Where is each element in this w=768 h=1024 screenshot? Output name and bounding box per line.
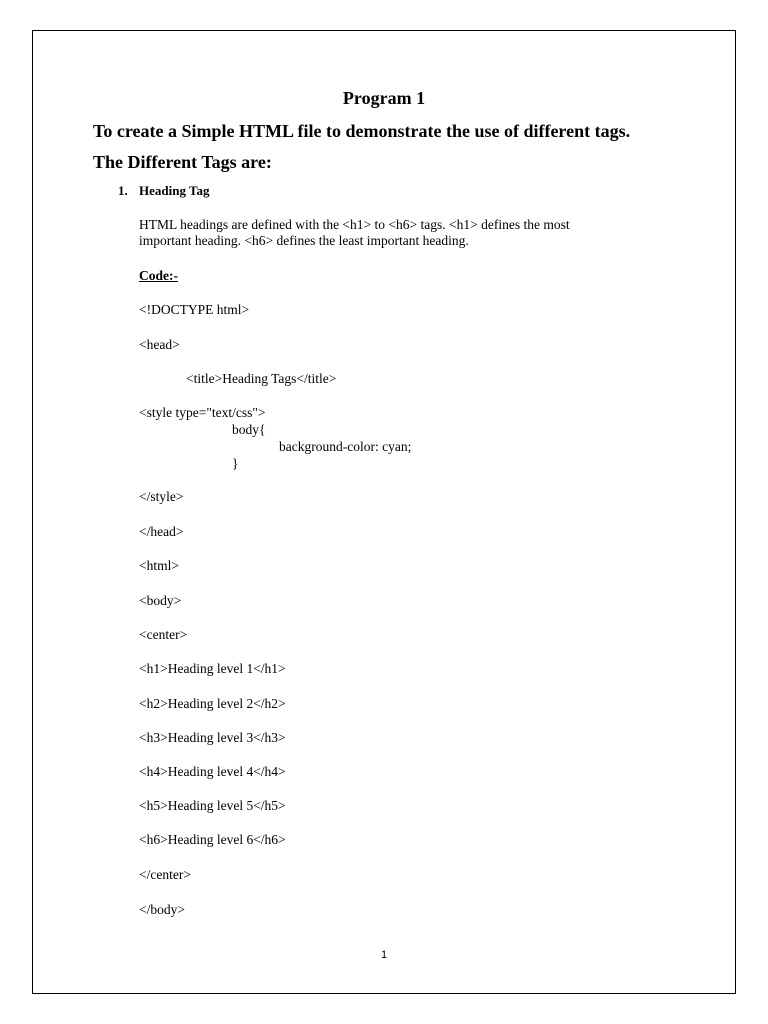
code-line-body-close: </body>: [139, 902, 185, 917]
code-line-head-close: </head>: [139, 524, 184, 539]
code-line-html-open: <html>: [139, 558, 179, 573]
page-border: [32, 30, 736, 994]
program-aim: To create a Simple HTML file to demonstrate the use of different tags.: [93, 121, 631, 141]
code-label: Code:-: [139, 268, 178, 283]
code-line-body-open: <body>: [139, 593, 182, 608]
code-line-body-selector: body{: [232, 422, 266, 437]
code-line-style-close: </style>: [139, 489, 184, 504]
code-line-bg-rule: background-color: cyan;: [279, 439, 412, 454]
code-line-h2: <h2>Heading level 2</h2>: [139, 696, 286, 711]
section-title: Heading Tag: [139, 183, 210, 198]
description-line: important heading. <h6> defines the least important heading.: [139, 233, 469, 248]
tags-heading: The Different Tags are:: [93, 152, 272, 172]
code-line-h4: <h4>Heading level 4</h4>: [139, 764, 286, 779]
section-number: 1.: [118, 183, 128, 198]
code-line-h1: <h1>Heading level 1</h1>: [139, 661, 286, 676]
code-line-doctype: <!DOCTYPE html>: [139, 302, 250, 317]
code-line-h3: <h3>Heading level 3</h3>: [139, 730, 286, 745]
code-line-head-open: <head>: [139, 337, 180, 352]
code-line-style-open: <style type="text/css">: [139, 405, 266, 420]
code-line-h6: <h6>Heading level 6</h6>: [139, 832, 286, 847]
section-heading-tag: [118, 182, 209, 200]
program-title: Program 1: [342, 88, 426, 108]
code-line-center-close: </center>: [139, 867, 191, 882]
code-line-h5: <h5>Heading level 5</h5>: [139, 798, 286, 813]
description-line: HTML headings are defined with the <h1> to <h6> tags. <h1> defines the most: [139, 217, 570, 232]
code-line-brace-close: }: [232, 456, 239, 471]
code-line-title: <title>Heading Tags</title>: [186, 371, 337, 386]
code-line-center-open: <center>: [139, 627, 188, 642]
section-description: [139, 217, 659, 249]
page-number: 1: [380, 949, 388, 961]
